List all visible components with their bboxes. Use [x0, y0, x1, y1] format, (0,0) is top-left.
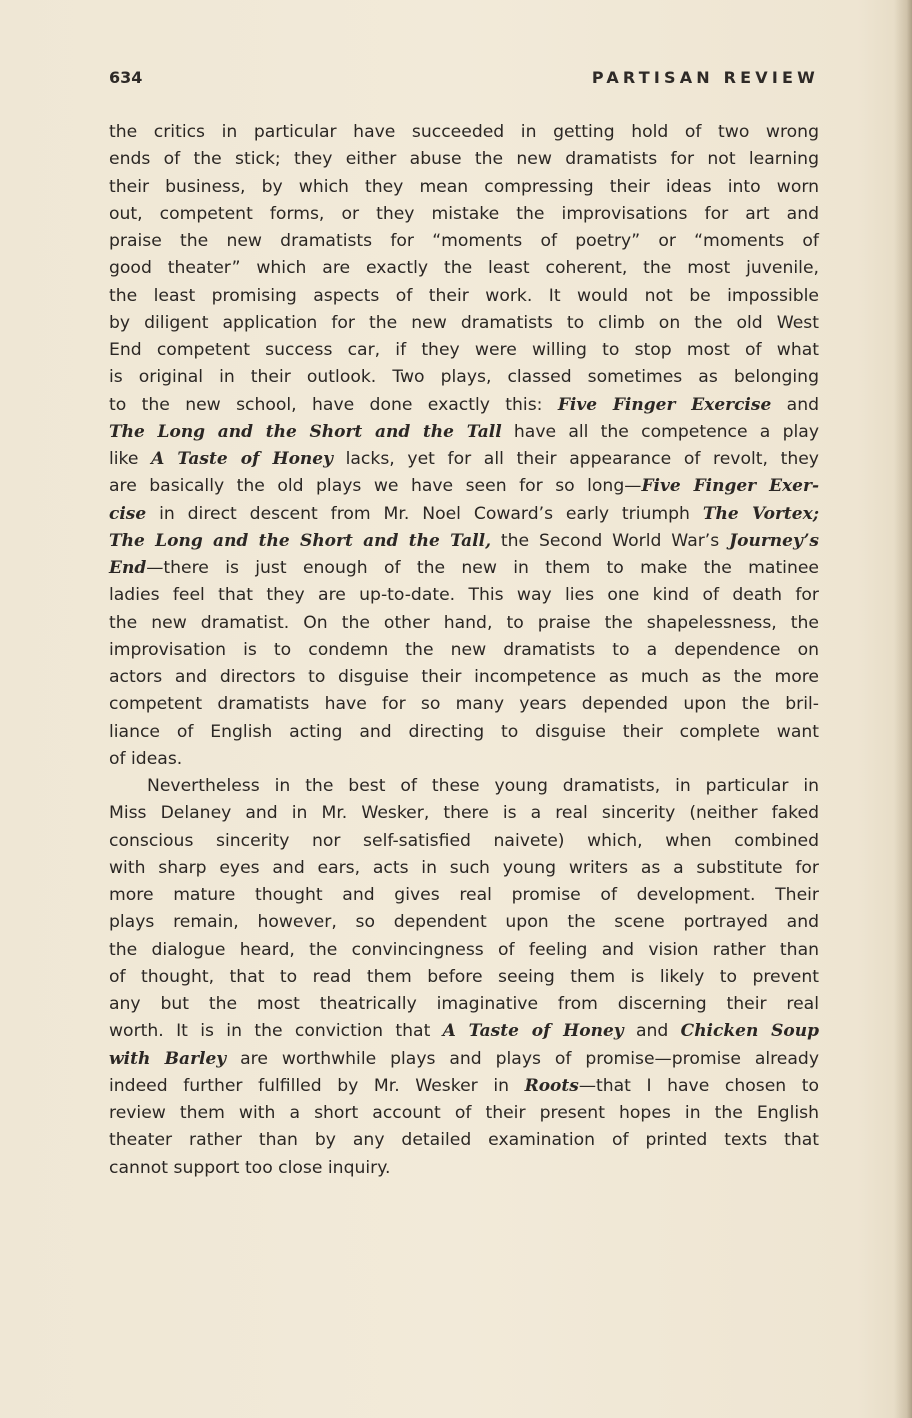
text-run: Miss Delaney and in Mr. Wesker, there is a real sincerity (neither faked — [109, 803, 819, 824]
text-run: their business, by which they mean compressing their ideas into worn — [109, 176, 819, 197]
running-head: PARTISAN REVIEW — [591, 68, 819, 87]
text-line — [109, 364, 819, 391]
text-run: ladies feel that they are up-to-date. This way lies one kind of death for — [109, 585, 819, 606]
text-line — [109, 664, 819, 691]
paragraph — [109, 119, 819, 773]
text-line — [109, 746, 819, 773]
text-line — [109, 1155, 819, 1182]
text-run: worth. It is in the conviction that — [109, 1021, 443, 1042]
text-run: are basically the old plays we have seen for so long— — [109, 476, 642, 497]
italic-title: cise — [109, 503, 147, 524]
text-run: and — [771, 394, 819, 415]
text-run: the dialogue heard, the convincingness of feeling and vision rather than — [109, 939, 819, 960]
text-run: indeed further fulfilled by Mr. Wesker in — [109, 1075, 525, 1096]
text-line — [109, 174, 819, 201]
text-line — [109, 446, 819, 473]
text-run: theater rather than by any detailed examination of printed texts that — [109, 1130, 819, 1151]
page-edge-shadow — [894, 0, 912, 1418]
text-run: of thought, that to read them before seeing them is likely to prevent — [109, 966, 819, 987]
text-run: improvisation is to condemn the new dramatists to a dependence on — [109, 639, 819, 660]
text-line — [109, 337, 819, 364]
text-line — [109, 1018, 819, 1045]
text-line — [109, 1073, 819, 1100]
italic-title: A Taste of Honey — [442, 1021, 624, 1042]
page-number: 634 — [109, 68, 143, 87]
italic-title: Roots — [524, 1075, 579, 1096]
text-run: out, competent forms, or they mistake the improvisations for art and — [109, 203, 819, 224]
text-line — [109, 637, 819, 664]
italic-title: End — [109, 558, 147, 578]
body-text — [109, 119, 819, 1182]
text-run: review them with a short account of their present hopes in the English — [109, 1103, 819, 1123]
text-run: conscious sincerity nor self-satisfied naivete) which, when combined — [109, 830, 819, 851]
text-run: —there is just enough of the new in them to make the matinee — [146, 558, 819, 578]
text-run: any but the most theatrically imaginative from discerning their real — [109, 994, 819, 1014]
text-run: End competent success car, if they were willing to stop most of what — [109, 340, 819, 360]
text-line — [109, 964, 819, 991]
text-line — [109, 283, 819, 310]
text-run: of ideas. — [109, 748, 183, 769]
page-header — [109, 68, 819, 94]
text-run: with sharp eyes and ears, acts in such young writers as a substitute for — [109, 857, 819, 878]
text-run: by diligent application for the new dramatists to climb on the old West — [109, 312, 819, 333]
text-line — [109, 255, 819, 282]
text-line — [109, 1100, 819, 1127]
text-line — [109, 228, 819, 255]
text-run: plays remain, however, so dependent upon the scene portrayed and — [109, 912, 819, 933]
text-line — [109, 555, 819, 582]
text-line — [109, 528, 819, 555]
text-line — [109, 419, 819, 446]
text-line — [109, 828, 819, 855]
text-run: actors and directors to disguise their incompetence as much as the more — [109, 667, 819, 687]
text-line — [109, 937, 819, 964]
text-line — [109, 582, 819, 609]
text-run: like — [109, 449, 152, 469]
italic-title: Journey’s — [729, 530, 819, 551]
text-line — [109, 473, 819, 500]
text-run: have all the competence a play — [501, 421, 819, 442]
text-line — [109, 1046, 819, 1073]
italic-title: Five Finger Exer- — [641, 476, 819, 497]
italic-title: The Long and the Short and the Tall, — [109, 530, 492, 551]
text-run: the new dramatist. On the other hand, to praise the shapelessness, the — [109, 612, 819, 633]
text-line — [109, 392, 819, 419]
text-line — [109, 773, 819, 800]
text-run: is original in their outlook. Two plays, classed sometimes as belonging — [109, 367, 819, 388]
text-run: lacks, yet for all their appearance of revolt, they — [332, 449, 819, 469]
italic-title: The Long and the Short and the Tall — [109, 421, 502, 442]
text-run: more mature thought and gives real promise of development. Their — [109, 885, 819, 905]
text-line — [109, 882, 819, 909]
text-line — [109, 201, 819, 228]
text-run: ends of the stick; they either abuse the new dramatists for not learning — [109, 149, 819, 170]
italic-title: Five Finger Exercise — [557, 394, 772, 415]
text-line — [109, 991, 819, 1018]
text-run: Nevertheless in the best of these young dramatists, in particular in — [147, 776, 819, 796]
text-run: —that I have chosen to — [578, 1075, 819, 1096]
text-run: in direct descent from Mr. Noel Coward’s early triumph — [146, 503, 703, 524]
text-line — [109, 1127, 819, 1154]
italic-title: Chicken Soup — [680, 1021, 819, 1042]
text-line — [109, 800, 819, 827]
text-run: and — [623, 1021, 681, 1042]
text-run: the least promising aspects of their work. It would not be impossible — [109, 285, 819, 306]
text-line — [109, 119, 819, 146]
italic-title: A Taste of Honey — [151, 449, 333, 469]
text-line — [109, 719, 819, 746]
text-run: to the new school, have done exactly this: — [109, 394, 558, 415]
text-run: good theater” which are exactly the least coherent, the most juvenile, — [109, 258, 819, 279]
text-line — [109, 855, 819, 882]
text-run: the Second World War’s — [491, 530, 730, 551]
text-run: cannot support too close inquiry. — [109, 1157, 391, 1178]
italic-title: The Vortex; — [702, 503, 820, 524]
text-run: praise the new dramatists for “moments of poetry” or “moments of — [109, 231, 819, 251]
text-run: liance of English acting and directing to disguise their complete want — [109, 721, 819, 742]
text-line — [109, 501, 819, 528]
text-line — [109, 310, 819, 337]
italic-title: with Barley — [109, 1048, 227, 1069]
text-line — [109, 610, 819, 637]
paragraph — [109, 773, 819, 1182]
text-line — [109, 146, 819, 173]
text-run: the critics in particular have succeeded in getting hold of two wrong — [109, 122, 819, 142]
text-run: competent dramatists have for so many years depended upon the bril- — [109, 694, 819, 715]
text-line — [109, 691, 819, 718]
text-line — [109, 909, 819, 936]
text-run: are worthwhile plays and plays of promise—promise already — [226, 1048, 820, 1069]
